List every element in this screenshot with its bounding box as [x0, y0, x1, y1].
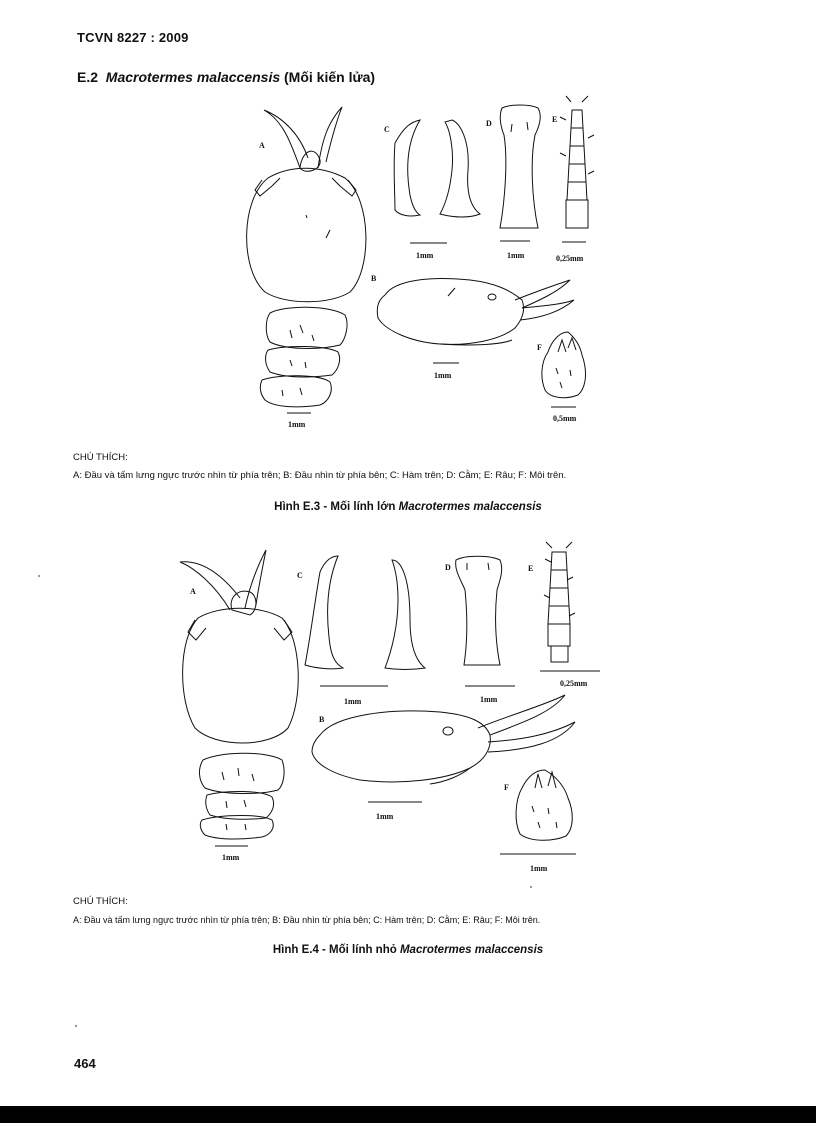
e4-panel-a-head-dorsal	[180, 550, 298, 839]
section-number: E.2	[77, 69, 99, 85]
e3-label-f: F	[537, 343, 542, 352]
e3-panel-b-head-lateral	[377, 279, 574, 345]
e4-scale-d: 1mm	[480, 695, 498, 704]
e3-panel-c-mandibles	[394, 120, 480, 217]
e3-scale-e: 0,25mm	[556, 254, 584, 263]
e4-panel-f-labrum	[516, 770, 572, 840]
e4-label-a: A	[190, 587, 196, 596]
scan-speck	[75, 1025, 77, 1027]
e4-label-b: B	[319, 715, 325, 724]
e4-panel-d-postmentum	[456, 556, 502, 665]
section-species: Macrotermes malaccensis	[105, 69, 281, 85]
e3-label-b: B	[371, 274, 377, 283]
e4-panel-e-antenna	[544, 542, 575, 662]
e3-legend: A: Đầu và tấm lưng ngực trước nhìn từ phía trên; B: Đầu nhìn từ phía bên; C: Hàm trên; D: Cằm; E: Râu; F: Môi trên.	[73, 470, 567, 481]
page-number: 464	[74, 1056, 96, 1071]
e4-caption-species: Macrotermes malaccensis	[399, 944, 544, 956]
e4-scale-a: 1mm	[222, 853, 240, 862]
e3-caption-species: Macrotermes malaccensis	[398, 501, 542, 513]
figure-e4-illustration	[0, 540, 816, 880]
e3-note-title: CHÚ THÍCH:	[73, 452, 128, 463]
standard-code: TCVN 8227 : 2009	[77, 30, 189, 45]
figure-e3-illustration	[0, 95, 816, 440]
section-common-name: (Mối kiến lửa)	[284, 69, 376, 85]
e3-panel-f-labrum	[542, 332, 586, 398]
e3-label-c: C	[384, 125, 390, 134]
e4-label-f: F	[504, 783, 509, 792]
e3-label-a: A	[259, 141, 265, 150]
e3-label-d: D	[486, 119, 492, 128]
e3-label-e: E	[552, 115, 558, 124]
e4-caption	[0, 944, 816, 956]
e3-scale-c: 1mm	[416, 251, 434, 260]
e3-caption-prefix: Hình E.3 - Mối lính lớn	[274, 501, 396, 513]
e4-scale-e: 0,25mm	[560, 679, 588, 688]
scan-speck	[530, 886, 532, 888]
e4-label-d: D	[445, 563, 451, 572]
e3-scale-f: 0,5mm	[553, 414, 577, 423]
e4-label-e: E	[528, 564, 534, 573]
scan-bottom-border	[0, 1106, 816, 1123]
e3-caption	[0, 501, 816, 513]
e3-scale-a: 1mm	[288, 420, 306, 429]
e3-panel-e-antenna	[560, 96, 594, 228]
e4-scale-b: 1mm	[376, 812, 394, 821]
section-heading	[77, 69, 375, 85]
e4-panel-b-head-lateral	[312, 695, 575, 784]
e4-scale-f: 1mm	[530, 864, 548, 873]
e3-panel-a-head-dorsal	[247, 107, 366, 407]
e3-panel-d-postmentum	[500, 105, 540, 228]
e4-scale-c: 1mm	[344, 697, 362, 706]
e4-note-title: CHÚ THÍCH:	[73, 896, 128, 907]
e4-panel-c-mandibles	[305, 556, 425, 670]
e3-scale-d: 1mm	[507, 251, 525, 260]
scan-speck	[38, 575, 40, 577]
e3-scale-b: 1mm	[434, 371, 452, 380]
e4-caption-prefix: Hình E.4 - Mối lính nhỏ	[272, 944, 397, 956]
e4-legend: A: Đầu và tấm lưng ngực trước nhìn từ phía trên; B: Đầu nhìn từ phía bên; C: Hàm trên; D: Cằm; E: Râu; F: Môi trên.	[73, 915, 541, 925]
e4-label-c: C	[297, 571, 303, 580]
